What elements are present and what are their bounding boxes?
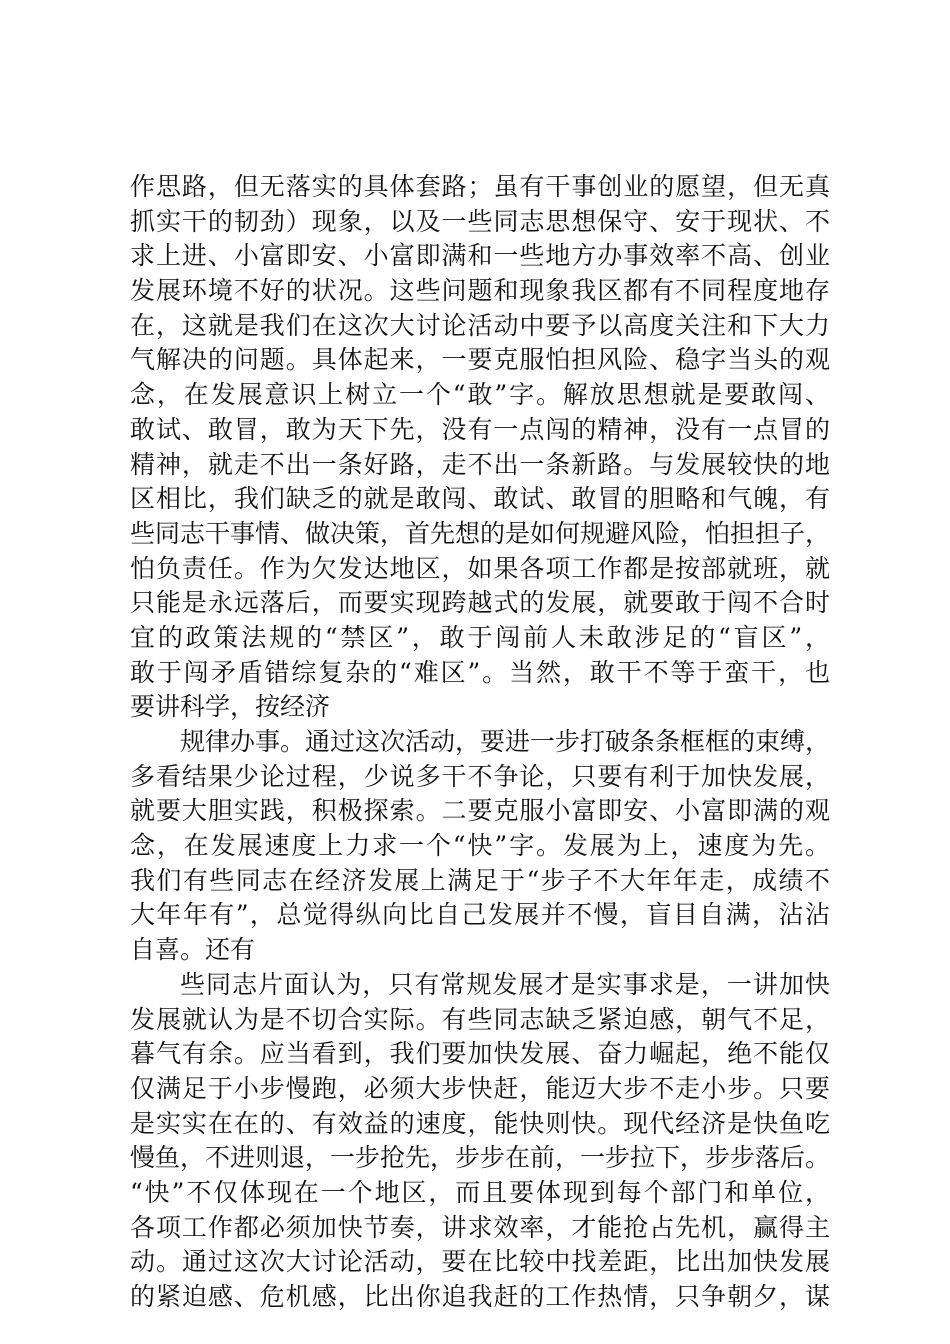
text-line: 怕负责任。作为欠发达地区，如果各项工作都是按部就班，就	[130, 553, 830, 583]
text-line: 区相比，我们缺乏的就是敢闯、敢试、敢冒的胆略和气魄，有	[130, 484, 830, 514]
text-line: 自喜。还有	[130, 935, 256, 965]
paragraph-start-line: 规律办事。通过这次活动，要进一步打破条条框框的束缚，	[180, 727, 831, 756]
text-line: 精神，就走不出一条好路，走不出一条新路。与发展较快的地	[130, 449, 830, 479]
text-line: 仅满足于小步慢跑，必须大步快赶，能迈大步不走小步。只要	[130, 1073, 830, 1103]
text-line: 些同志干事情、做决策，首先想的是如何规避风险，怕担担子，	[130, 518, 831, 548]
text-line: 慢鱼，不进则退，一步抢先，步步在前，一步拉下，步步落后。	[130, 1143, 831, 1173]
text-line: 要讲科学，按经济	[130, 692, 331, 722]
text-line: 只能是永远落后，而要实现跨越式的发展，就要敢于闯不合时	[130, 588, 830, 618]
text-line: 暮气有余。应当看到，我们要加快发展、奋力崛起，绝不能仅	[130, 1039, 830, 1069]
text-line: 多看结果少论过程，少说多干不争论，只要有利于加快发展，	[130, 761, 830, 791]
text-line: 的紧迫感、危机感，比出你追我赶的工作热情，只争朝夕，谋	[130, 1282, 830, 1311]
text-line: 大年年有”，总觉得纵向比自己发展并不慢，盲目自满，沾沾	[130, 900, 830, 930]
paragraph-start-line: 些同志片面认为，只有常规发展才是实事求是，一讲加快	[180, 969, 830, 999]
text-line: 是实实在在的、有效益的速度，能快则快。现代经济是快鱼吃	[130, 1108, 830, 1138]
text-line: 发展环境不好的状况。这些问题和现象我区都有不同程度地存	[130, 276, 830, 306]
text-line: 动。通过这次大讨论活动，要在比较中找差距，比出加快发展	[130, 1247, 830, 1277]
text-line: 作思路，但无落实的具体套路；虽有干事创业的愿望，但无真	[130, 172, 830, 201]
text-line: 念，在发展速度上力求一个“快”字。发展为上，速度为先。	[130, 831, 830, 861]
text-line: 敢于闯矛盾错综复杂的“难区”。当然，敢干不等于蛮干，也	[130, 657, 830, 687]
text-line: 我们有些同志在经济发展上满足于“步子不大年年走，成绩不	[130, 865, 830, 895]
text-line: 求上进、小富即安、小富即满和一些地方办事效率不高、创业	[130, 241, 830, 271]
text-line: 敢试、敢冒，敢为天下先，没有一点闯的精神，没有一点冒的	[130, 414, 830, 444]
text-line: 发展就认为是不切合实际。有些同志缺乏紧迫感，朝气不足，	[130, 1004, 830, 1034]
text-line: 气解决的问题。具体起来，一要克服怕担风险、稳字当头的观	[130, 345, 830, 375]
text-line: 各项工作都必须加快节奏，讲求效率，才能抢占先机，赢得主	[130, 1212, 830, 1242]
text-line: 在，这就是我们在这次大讨论活动中要予以高度关注和下大力	[130, 310, 830, 340]
text-line: 抓实干的韧劲）现象，以及一些同志思想保守、安于现状、不	[130, 206, 830, 236]
text-line: 就要大胆实践，积极探索。二要克服小富即安、小富即满的观	[130, 796, 830, 826]
text-line: 念，在发展意识上树立一个“敢”字。解放思想就是要敢闯、	[130, 380, 830, 410]
body-text	[130, 170, 830, 1315]
text-line: 宜的政策法规的“禁区”，敢于闯前人未敢涉足的“盲区”，	[130, 622, 830, 652]
text-line: “快”不仅体现在一个地区，而且要体现到每个部门和单位，	[130, 1177, 830, 1207]
